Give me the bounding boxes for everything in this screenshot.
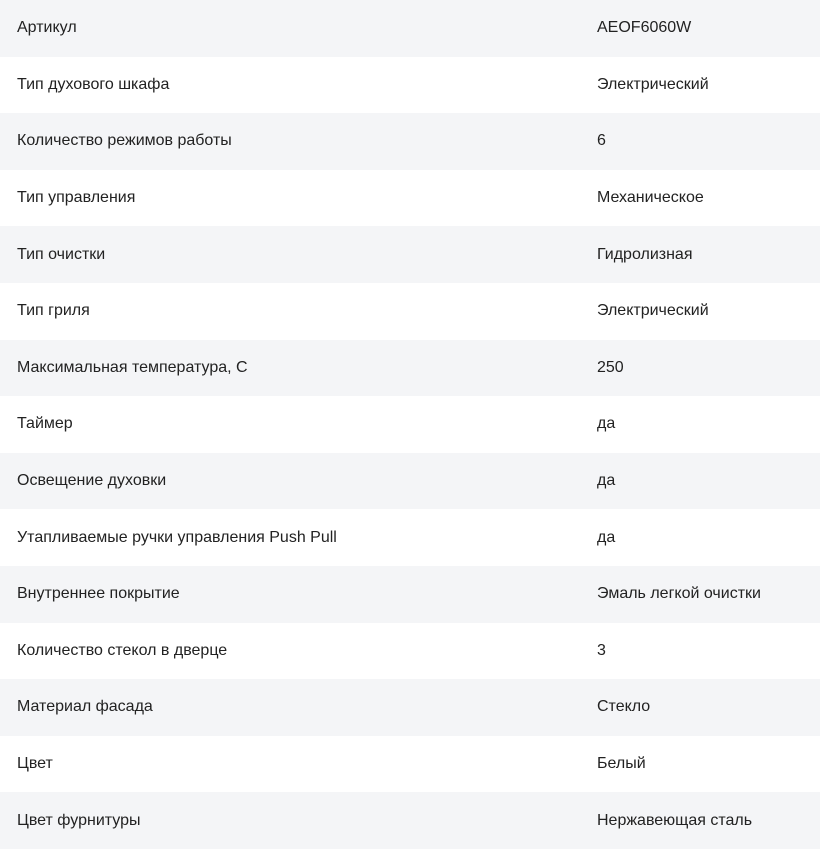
spec-row-facade-material [0,679,820,736]
spec-row-oven-type [0,57,820,114]
spec-label: Цвет фурнитуры [0,792,597,849]
spec-row-oven-light [0,453,820,510]
spec-value: Электрический [597,57,820,114]
spec-value: Стекло [597,679,820,736]
spec-value: AEOF6060W [597,0,820,57]
spec-value: 3 [597,623,820,680]
spec-label: Внутреннее покрытие [0,566,597,623]
spec-label: Тип духового шкафа [0,57,597,114]
spec-label: Тип очистки [0,226,597,283]
spec-row-door-glass-count [0,623,820,680]
spec-row-hardware-color [0,792,820,849]
spec-value: да [597,509,820,566]
spec-row-control-type [0,170,820,227]
spec-label: Материал фасада [0,679,597,736]
spec-label: Тип гриля [0,283,597,340]
spec-value: да [597,396,820,453]
spec-label: Количество стекол в дверце [0,623,597,680]
spec-row-grill-type [0,283,820,340]
spec-label: Максимальная температура, С [0,340,597,397]
spec-value: да [597,453,820,510]
spec-value: 250 [597,340,820,397]
spec-row-timer [0,396,820,453]
spec-row-push-pull-knobs [0,509,820,566]
spec-row-interior-coating [0,566,820,623]
spec-row-max-temperature [0,340,820,397]
spec-value: Электрический [597,283,820,340]
spec-label: Артикул [0,0,597,57]
spec-row-modes-count [0,113,820,170]
spec-label: Количество режимов работы [0,113,597,170]
spec-label: Утапливаемые ручки управления Push Pull [0,509,597,566]
spec-value: Гидролизная [597,226,820,283]
spec-value: Эмаль легкой очистки [597,566,820,623]
spec-row-color [0,736,820,793]
spec-label: Тип управления [0,170,597,227]
spec-label: Освещение духовки [0,453,597,510]
spec-label: Таймер [0,396,597,453]
spec-row-cleaning-type [0,226,820,283]
spec-value: Белый [597,736,820,793]
spec-value: Нержавеющая сталь [597,792,820,849]
spec-value: 6 [597,113,820,170]
spec-row-article [0,0,820,57]
spec-value: Механическое [597,170,820,227]
spec-label: Цвет [0,736,597,793]
